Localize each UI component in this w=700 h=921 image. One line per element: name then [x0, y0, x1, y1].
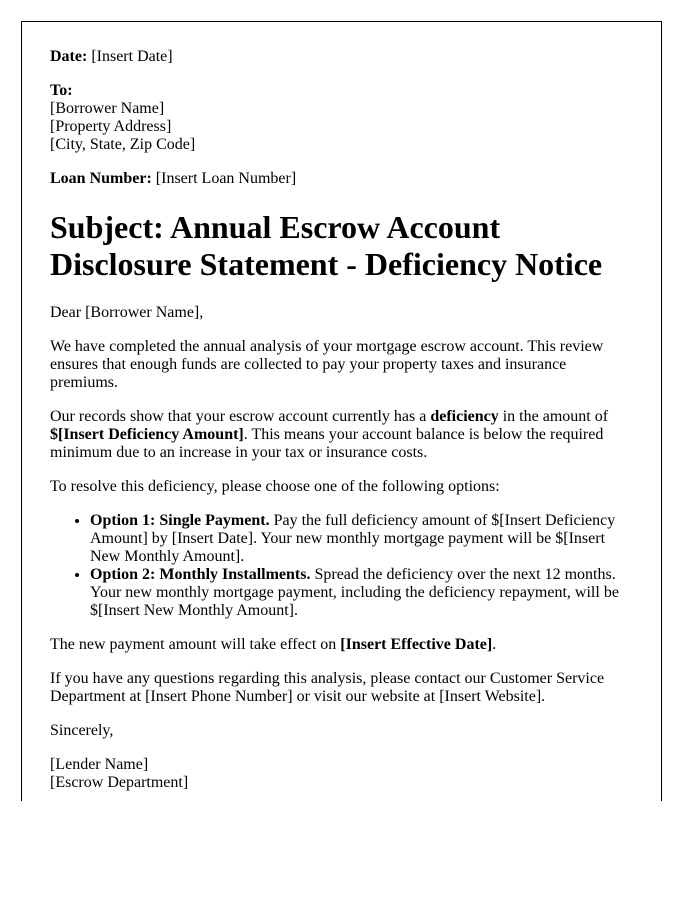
effective-date: [Insert Effective Date] [340, 636, 493, 653]
deficiency-term: deficiency [430, 408, 499, 425]
effective-post: . [492, 636, 497, 653]
escrow-department: [Escrow Department] [50, 774, 189, 791]
effective-pre: The new payment amount will take effect on [50, 636, 341, 653]
effective-date-paragraph [50, 636, 633, 654]
lender-name: [Lender Name] [50, 756, 149, 773]
option-2-text: Spread the deficiency over the next 12 months. Your new monthly mortgage payment, including the deficiency repayment, will be $[Insert New Monthly Amount]. [90, 566, 619, 619]
questions-paragraph: If you have any questions regarding this analysis, please contact our Customer Service Department at [Insert Phone Number] or visit our website at [Insert Website]. [50, 670, 605, 705]
records-paragraph [50, 408, 633, 462]
records-post: . This means your account balance is below the required minimum due to an increase in your tax or insurance costs. [50, 426, 604, 461]
loan-number-line [50, 170, 633, 188]
recipient-name: [Borrower Name] [50, 100, 165, 117]
closing: Sincerely, [50, 722, 114, 739]
loan-number-label: Loan Number: [50, 170, 152, 187]
salutation: Dear [Borrower Name], [50, 304, 204, 321]
records-mid: in the amount of [498, 408, 609, 425]
intro-paragraph: We have completed the annual analysis of your mortgage escrow account. This review ensures that enough funds are collected to pay your property taxes and insurance premiums. [50, 338, 604, 391]
recipient-block [50, 82, 633, 154]
to-label: To: [50, 82, 73, 99]
resolve-paragraph: To resolve this deficiency, please choose one of the following options: [50, 478, 500, 495]
date-line [50, 48, 633, 66]
options-list [50, 512, 633, 620]
option-1-item [90, 512, 633, 566]
recipient-address: [Property Address] [50, 118, 172, 135]
recipient-city-state-zip: [City, State, Zip Code] [50, 136, 196, 153]
subject-heading: Subject: Annual Escrow Account Disclosure Statement - Deficiency Notice [50, 209, 603, 282]
date-value: [Insert Date] [91, 48, 173, 65]
option-2-label: Option 2: Monthly Installments. [90, 566, 311, 583]
option-1-text: Pay the full deficiency amount of $[Insert Deficiency Amount] by [Insert Date]. Your new monthly mortgage payment will be $[Insert New Monthly Amount]. [90, 512, 616, 565]
date-label: Date: [50, 48, 88, 65]
deficiency-amount: $[Insert Deficiency Amount] [50, 426, 244, 443]
loan-number-value: [Insert Loan Number] [155, 170, 297, 187]
signature-block [50, 756, 633, 792]
records-pre: Our records show that your escrow account currently has a [50, 408, 431, 425]
option-1-label: Option 1: Single Payment. [90, 512, 270, 529]
option-2-item [90, 566, 633, 620]
letter-page [21, 21, 662, 801]
